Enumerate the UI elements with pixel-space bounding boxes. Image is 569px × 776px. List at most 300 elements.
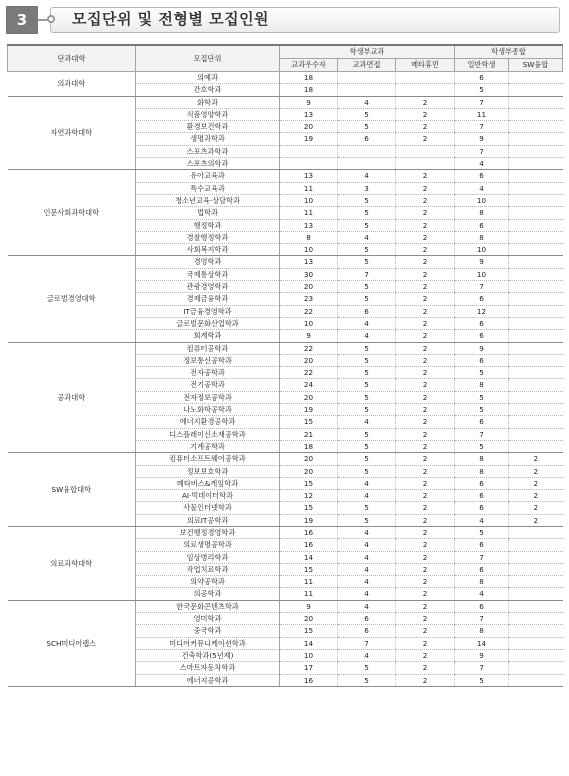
unit-cell: 보건행정경영학과 xyxy=(136,526,280,538)
count-cell: 8 xyxy=(280,231,338,243)
count-cell: 7 xyxy=(455,121,509,133)
count-cell: 2 xyxy=(396,440,455,452)
count-cell: 2 xyxy=(396,231,455,243)
count-cell: 4 xyxy=(338,539,396,551)
count-cell: 2 xyxy=(396,539,455,551)
count-cell: 2 xyxy=(396,293,455,305)
count-cell xyxy=(509,440,563,452)
count-cell: 7 xyxy=(338,268,396,280)
unit-cell: 컴퓨터공학과 xyxy=(136,342,280,354)
count-cell: 2 xyxy=(396,465,455,477)
count-cell: 20 xyxy=(280,465,338,477)
count-cell: 2 xyxy=(396,649,455,661)
count-cell: 5 xyxy=(455,440,509,452)
count-cell: 6 xyxy=(455,317,509,329)
count-cell: 20 xyxy=(280,121,338,133)
count-cell: 5 xyxy=(338,194,396,206)
count-cell xyxy=(509,84,563,96)
col-header-metahuman: 메타휴먼 xyxy=(396,59,455,72)
unit-cell: 나노화학공학과 xyxy=(136,404,280,416)
count-cell xyxy=(509,244,563,256)
count-cell: 6 xyxy=(455,539,509,551)
count-cell: 4 xyxy=(338,490,396,502)
count-cell: 10 xyxy=(280,317,338,329)
count-cell: 2 xyxy=(396,490,455,502)
count-cell: 5 xyxy=(338,662,396,674)
unit-cell: 정보통신공학과 xyxy=(136,354,280,366)
count-cell: 7 xyxy=(455,281,509,293)
count-cell: 2 xyxy=(396,563,455,575)
unit-cell: 사물인터넷학과 xyxy=(136,502,280,514)
count-cell xyxy=(509,317,563,329)
count-cell: 7 xyxy=(455,145,509,157)
count-cell xyxy=(338,72,396,84)
count-cell: 6 xyxy=(455,600,509,612)
count-cell: 5 xyxy=(455,526,509,538)
count-cell: 4 xyxy=(338,170,396,182)
count-cell xyxy=(396,84,455,96)
count-cell: 24 xyxy=(280,379,338,391)
unit-cell: 의료생명공학과 xyxy=(136,539,280,551)
count-cell: 5 xyxy=(338,428,396,440)
count-cell xyxy=(338,84,396,96)
count-cell: 2 xyxy=(396,219,455,231)
count-cell xyxy=(509,367,563,379)
count-cell xyxy=(509,613,563,625)
count-cell: 5 xyxy=(338,207,396,219)
count-cell: 7 xyxy=(338,637,396,649)
count-cell: 2 xyxy=(396,268,455,280)
count-cell: 4 xyxy=(455,588,509,600)
count-cell: 2 xyxy=(396,662,455,674)
count-cell: 4 xyxy=(338,526,396,538)
count-cell: 11 xyxy=(455,108,509,120)
count-cell: 4 xyxy=(338,317,396,329)
count-cell: 18 xyxy=(280,440,338,452)
count-cell: 2 xyxy=(396,121,455,133)
count-cell xyxy=(509,600,563,612)
count-cell: 5 xyxy=(338,256,396,268)
unit-cell: 유아교육과 xyxy=(136,170,280,182)
count-cell xyxy=(509,293,563,305)
count-cell: 7 xyxy=(455,428,509,440)
count-cell: 5 xyxy=(338,293,396,305)
count-cell: 2 xyxy=(396,453,455,465)
count-cell: 2 xyxy=(396,244,455,256)
col-header-unit: 모집단위 xyxy=(136,45,280,72)
unit-cell: 중국학과 xyxy=(136,625,280,637)
count-cell: 20 xyxy=(280,281,338,293)
count-cell: 2 xyxy=(396,613,455,625)
unit-cell: 사회복지학과 xyxy=(136,244,280,256)
count-cell: 4 xyxy=(338,551,396,563)
count-cell: 5 xyxy=(455,674,509,686)
count-cell: 14 xyxy=(280,551,338,563)
count-cell xyxy=(509,551,563,563)
count-cell xyxy=(509,256,563,268)
count-cell xyxy=(509,72,563,84)
unit-cell: 작업치료학과 xyxy=(136,563,280,575)
count-cell: 9 xyxy=(455,649,509,661)
count-cell xyxy=(509,649,563,661)
count-cell: 5 xyxy=(455,84,509,96)
unit-cell: 회계학과 xyxy=(136,330,280,342)
count-cell: 6 xyxy=(455,563,509,575)
count-cell xyxy=(280,145,338,157)
count-cell: 6 xyxy=(455,72,509,84)
count-cell: 5 xyxy=(338,391,396,403)
unit-cell: 임상병리학과 xyxy=(136,551,280,563)
table-row xyxy=(8,600,563,612)
college-cell: 공과대학 xyxy=(8,342,136,453)
count-cell: 5 xyxy=(338,404,396,416)
count-cell: 4 xyxy=(338,563,396,575)
count-cell xyxy=(509,637,563,649)
college-cell: 자연과학대학 xyxy=(8,96,136,170)
count-cell: 6 xyxy=(455,170,509,182)
unit-cell: 스마트자동차학과 xyxy=(136,662,280,674)
college-cell: 글로벌경영대학 xyxy=(8,256,136,342)
count-cell xyxy=(280,158,338,170)
count-cell: 4 xyxy=(338,576,396,588)
unit-cell: 한국문화콘텐츠학과 xyxy=(136,600,280,612)
unit-cell: 식품영양학과 xyxy=(136,108,280,120)
count-cell: 4 xyxy=(338,477,396,489)
college-cell: 의료과학대학 xyxy=(8,526,136,600)
unit-cell: 의약공학과 xyxy=(136,576,280,588)
count-cell: 2 xyxy=(396,342,455,354)
count-cell: 10 xyxy=(455,268,509,280)
count-cell: 5 xyxy=(338,342,396,354)
count-cell: 22 xyxy=(280,342,338,354)
unit-cell: 기계공학과 xyxy=(136,440,280,452)
count-cell: 6 xyxy=(455,477,509,489)
table-body xyxy=(8,72,563,687)
count-cell: 5 xyxy=(338,281,396,293)
count-cell: 2 xyxy=(396,576,455,588)
count-cell: 5 xyxy=(338,367,396,379)
count-cell: 2 xyxy=(396,305,455,317)
count-cell: 2 xyxy=(396,551,455,563)
count-cell: 3 xyxy=(338,182,396,194)
count-cell: 2 xyxy=(509,453,563,465)
count-cell xyxy=(509,674,563,686)
count-cell: 20 xyxy=(280,453,338,465)
count-cell: 2 xyxy=(396,170,455,182)
count-cell: 2 xyxy=(396,625,455,637)
section-number-badge: 3 xyxy=(6,6,38,34)
count-cell: 2 xyxy=(396,428,455,440)
unit-cell: 의료IT공학과 xyxy=(136,514,280,526)
count-cell: 11 xyxy=(280,182,338,194)
count-cell: 2 xyxy=(396,404,455,416)
count-cell: 15 xyxy=(280,477,338,489)
count-cell: 10 xyxy=(280,649,338,661)
unit-cell: IT금융경영학과 xyxy=(136,305,280,317)
unit-cell: 관광경영학과 xyxy=(136,281,280,293)
count-cell: 2 xyxy=(396,526,455,538)
col-header-college: 단과대학 xyxy=(8,45,136,72)
count-cell: 4 xyxy=(338,231,396,243)
count-cell: 2 xyxy=(396,367,455,379)
count-cell xyxy=(338,158,396,170)
count-cell: 4 xyxy=(455,514,509,526)
col-header-general: 일반학생 xyxy=(455,59,509,72)
count-cell: 8 xyxy=(455,576,509,588)
college-cell: 의과대학 xyxy=(8,72,136,97)
unit-cell: 의공학과 xyxy=(136,588,280,600)
count-cell xyxy=(396,145,455,157)
count-cell: 21 xyxy=(280,428,338,440)
unit-cell: 행정학과 xyxy=(136,219,280,231)
count-cell: 7 xyxy=(455,96,509,108)
count-cell xyxy=(509,354,563,366)
unit-cell: 환경보건학과 xyxy=(136,121,280,133)
count-cell: 2 xyxy=(396,391,455,403)
col-header-interview: 교과면접 xyxy=(338,59,396,72)
count-cell: 7 xyxy=(455,662,509,674)
count-cell: 19 xyxy=(280,133,338,145)
table-head xyxy=(8,45,563,72)
count-cell: 2 xyxy=(396,330,455,342)
count-cell: 9 xyxy=(280,330,338,342)
count-cell: 9 xyxy=(455,342,509,354)
section-header xyxy=(6,6,560,34)
count-cell: 13 xyxy=(280,256,338,268)
count-cell: 9 xyxy=(280,96,338,108)
count-cell: 8 xyxy=(455,379,509,391)
count-cell: 6 xyxy=(338,133,396,145)
count-cell: 12 xyxy=(455,305,509,317)
count-cell xyxy=(509,576,563,588)
count-cell xyxy=(509,158,563,170)
college-cell: SCH미디어랩스 xyxy=(8,600,136,686)
count-cell: 5 xyxy=(338,219,396,231)
count-cell: 8 xyxy=(455,231,509,243)
unit-cell: 경제금융학과 xyxy=(136,293,280,305)
count-cell: 13 xyxy=(280,108,338,120)
count-cell: 8 xyxy=(455,465,509,477)
count-cell: 9 xyxy=(280,600,338,612)
count-cell: 15 xyxy=(280,502,338,514)
count-cell xyxy=(396,72,455,84)
unit-cell: 국제통상학과 xyxy=(136,268,280,280)
count-cell: 10 xyxy=(455,244,509,256)
count-cell: 5 xyxy=(455,391,509,403)
count-cell: 2 xyxy=(396,588,455,600)
count-cell: 11 xyxy=(280,207,338,219)
unit-cell: 메타버스&게임학과 xyxy=(136,477,280,489)
unit-cell: 전자정보공학과 xyxy=(136,391,280,403)
unit-cell: 경찰행정학과 xyxy=(136,231,280,243)
count-cell: 4 xyxy=(338,96,396,108)
count-cell: 10 xyxy=(280,194,338,206)
count-cell: 11 xyxy=(280,576,338,588)
table-row xyxy=(8,342,563,354)
count-cell: 5 xyxy=(338,354,396,366)
count-cell: 23 xyxy=(280,293,338,305)
count-cell xyxy=(396,158,455,170)
unit-cell: 에너지공학과 xyxy=(136,674,280,686)
count-cell xyxy=(509,342,563,354)
count-cell xyxy=(509,526,563,538)
count-cell: 5 xyxy=(455,404,509,416)
count-cell: 22 xyxy=(280,305,338,317)
count-cell: 5 xyxy=(338,502,396,514)
count-cell: 8 xyxy=(455,207,509,219)
count-cell xyxy=(509,207,563,219)
count-cell: 6 xyxy=(455,354,509,366)
count-cell xyxy=(509,539,563,551)
count-cell: 6 xyxy=(338,625,396,637)
unit-cell: AI·빅데이터학과 xyxy=(136,490,280,502)
unit-cell: 의예과 xyxy=(136,72,280,84)
count-cell: 6 xyxy=(455,490,509,502)
unit-cell: 간호학과 xyxy=(136,84,280,96)
count-cell: 4 xyxy=(338,416,396,428)
count-cell xyxy=(509,182,563,194)
count-cell: 19 xyxy=(280,514,338,526)
count-cell: 2 xyxy=(509,514,563,526)
col-group-header-gyogwa: 학생부교과 xyxy=(280,45,455,59)
unit-cell: 컴퓨터소프트웨어공학과 xyxy=(136,453,280,465)
count-cell: 6 xyxy=(455,293,509,305)
table-row xyxy=(8,256,563,268)
count-cell xyxy=(509,145,563,157)
count-cell: 8 xyxy=(455,453,509,465)
count-cell xyxy=(509,379,563,391)
count-cell: 5 xyxy=(455,367,509,379)
count-cell: 16 xyxy=(280,526,338,538)
count-cell: 16 xyxy=(280,674,338,686)
count-cell xyxy=(509,330,563,342)
count-cell xyxy=(509,625,563,637)
college-cell: 인문사회과학대학 xyxy=(8,170,136,256)
count-cell: 18 xyxy=(280,72,338,84)
count-cell: 6 xyxy=(455,330,509,342)
unit-cell: 글로벌문화산업학과 xyxy=(136,317,280,329)
count-cell: 18 xyxy=(280,84,338,96)
count-cell: 11 xyxy=(280,588,338,600)
count-cell: 15 xyxy=(280,416,338,428)
count-cell: 5 xyxy=(338,674,396,686)
count-cell: 2 xyxy=(509,477,563,489)
count-cell: 2 xyxy=(396,637,455,649)
count-cell xyxy=(509,563,563,575)
count-cell: 5 xyxy=(338,121,396,133)
count-cell xyxy=(509,428,563,440)
count-cell: 7 xyxy=(455,551,509,563)
count-cell: 8 xyxy=(455,625,509,637)
count-cell xyxy=(509,268,563,280)
table-row xyxy=(8,453,563,465)
count-cell: 20 xyxy=(280,354,338,366)
college-cell: SW융합대학 xyxy=(8,453,136,527)
table-row xyxy=(8,72,563,84)
count-cell: 5 xyxy=(338,453,396,465)
table-row xyxy=(8,96,563,108)
count-cell: 4 xyxy=(338,600,396,612)
count-cell: 6 xyxy=(338,305,396,317)
unit-cell: 청소년교육·상담학과 xyxy=(136,194,280,206)
count-cell: 17 xyxy=(280,662,338,674)
count-cell: 6 xyxy=(455,502,509,514)
unit-cell: 에너지환경공학과 xyxy=(136,416,280,428)
unit-cell: 정보보호학과 xyxy=(136,465,280,477)
count-cell: 4 xyxy=(338,649,396,661)
count-cell: 13 xyxy=(280,170,338,182)
count-cell: 7 xyxy=(455,613,509,625)
unit-cell: 경영학과 xyxy=(136,256,280,268)
unit-cell: 전기공학과 xyxy=(136,379,280,391)
unit-cell: 디스플레이신소재공학과 xyxy=(136,428,280,440)
count-cell: 4 xyxy=(455,182,509,194)
count-cell: 6 xyxy=(455,219,509,231)
count-cell xyxy=(509,121,563,133)
table-row xyxy=(8,170,563,182)
count-cell: 9 xyxy=(455,133,509,145)
count-cell: 5 xyxy=(338,244,396,256)
unit-cell: 법학과 xyxy=(136,207,280,219)
count-cell: 5 xyxy=(338,465,396,477)
count-cell: 6 xyxy=(455,416,509,428)
count-cell: 10 xyxy=(280,244,338,256)
unit-cell: 건축학과(5년제) xyxy=(136,649,280,661)
unit-cell: 미디어커뮤니케이션학과 xyxy=(136,637,280,649)
count-cell: 5 xyxy=(338,379,396,391)
count-cell: 2 xyxy=(396,182,455,194)
col-header-excellent: 교과우수자 xyxy=(280,59,338,72)
count-cell: 4 xyxy=(338,330,396,342)
unit-cell: 전자공학과 xyxy=(136,367,280,379)
count-cell: 12 xyxy=(280,490,338,502)
count-cell: 14 xyxy=(280,637,338,649)
count-cell: 2 xyxy=(396,416,455,428)
count-cell: 15 xyxy=(280,625,338,637)
unit-cell: 생명과학과 xyxy=(136,133,280,145)
count-cell: 2 xyxy=(396,354,455,366)
count-cell: 14 xyxy=(455,637,509,649)
count-cell: 4 xyxy=(455,158,509,170)
section-title: 모집단위 및 전형별 모집인원 xyxy=(72,10,270,28)
count-cell xyxy=(509,108,563,120)
count-cell: 19 xyxy=(280,404,338,416)
count-cell: 2 xyxy=(396,379,455,391)
count-cell: 13 xyxy=(280,219,338,231)
unit-cell: 특수교육과 xyxy=(136,182,280,194)
count-cell: 2 xyxy=(509,502,563,514)
col-header-sw: SW융합 xyxy=(509,59,563,72)
count-cell: 5 xyxy=(338,514,396,526)
count-cell: 2 xyxy=(396,96,455,108)
count-cell: 16 xyxy=(280,539,338,551)
count-cell: 4 xyxy=(338,588,396,600)
table-row xyxy=(8,526,563,538)
count-cell: 2 xyxy=(509,465,563,477)
count-cell: 15 xyxy=(280,563,338,575)
count-cell: 2 xyxy=(396,256,455,268)
count-cell: 2 xyxy=(396,194,455,206)
count-cell: 20 xyxy=(280,391,338,403)
count-cell: 2 xyxy=(396,207,455,219)
count-cell: 20 xyxy=(280,613,338,625)
count-cell: 30 xyxy=(280,268,338,280)
count-cell: 2 xyxy=(396,281,455,293)
count-cell xyxy=(509,219,563,231)
col-group-header-jonghap: 학생부종합 xyxy=(455,45,563,59)
count-cell xyxy=(509,662,563,674)
unit-cell: 스포츠의학과 xyxy=(136,158,280,170)
